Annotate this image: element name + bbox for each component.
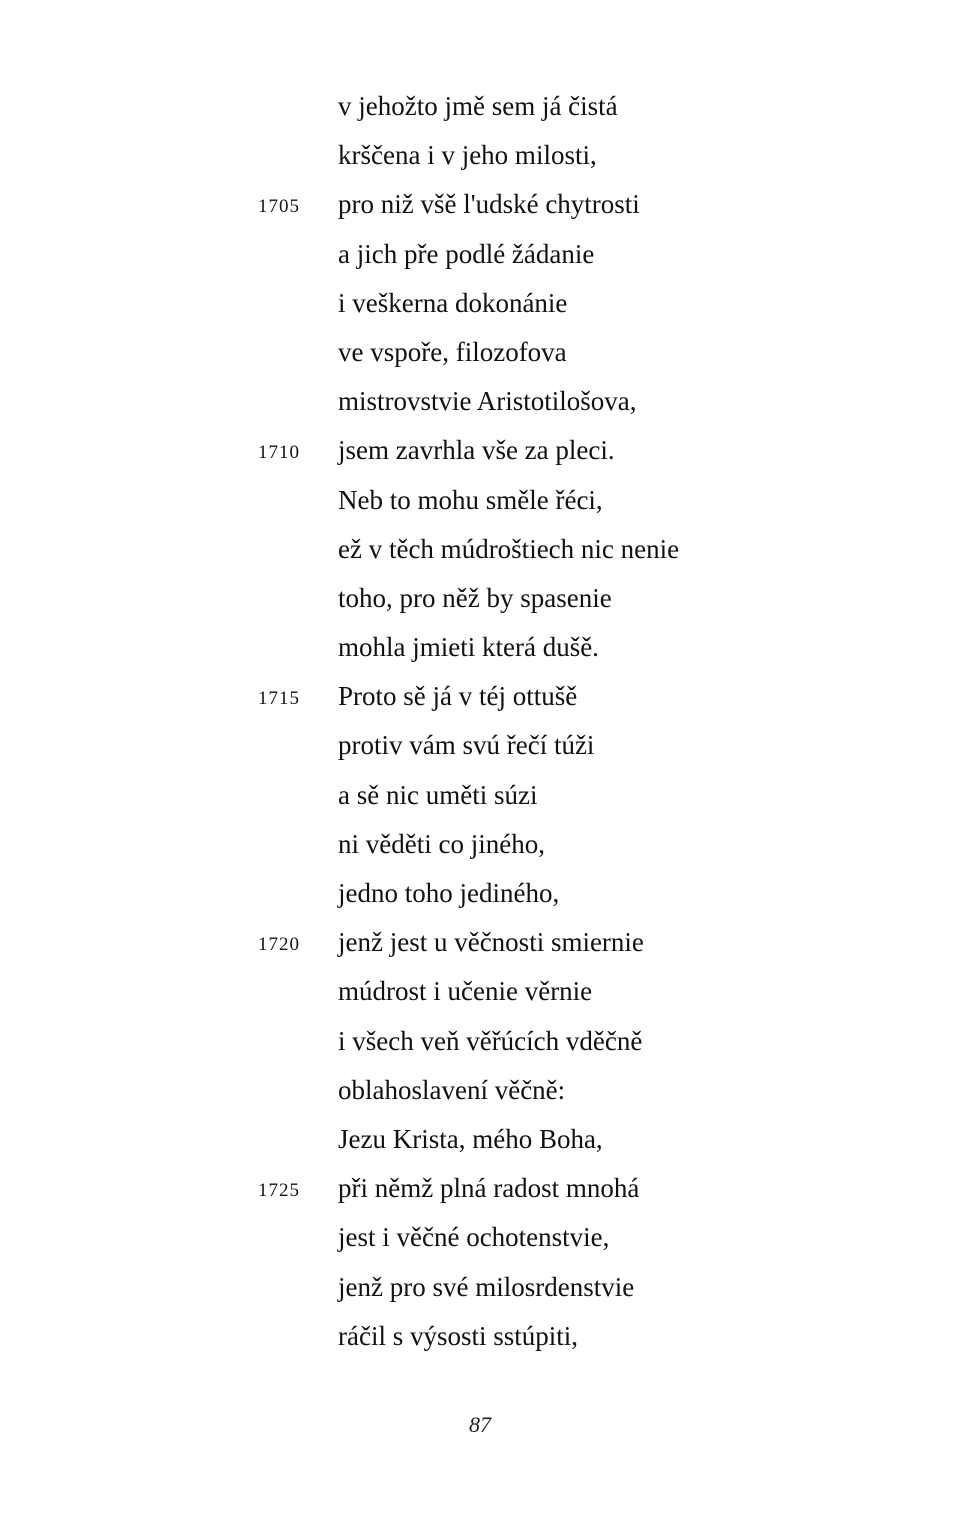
poem-line	[0, 1213, 960, 1262]
poem-text	[0, 82, 960, 1361]
poem-line	[0, 967, 960, 1016]
poem-line	[0, 1312, 960, 1361]
verse-text: oblahoslavení věčně:	[338, 1074, 566, 1105]
verse-text: mistrovstvie Aristotilošova,	[338, 386, 637, 417]
verse-text: ež v těch múdroštiech nic nenie	[338, 533, 680, 564]
verse-text: jest i věčné ochotenstvie,	[338, 1222, 610, 1253]
poem-line	[0, 1263, 960, 1312]
poem-line	[0, 476, 960, 525]
verse-text: toho, pro něž by spasenie	[338, 582, 612, 613]
poem-line	[0, 279, 960, 328]
poem-line	[0, 131, 960, 180]
poem-line	[0, 672, 960, 721]
poem-line	[0, 377, 960, 426]
poem-line	[0, 574, 960, 623]
line-number: 1720	[258, 934, 300, 956]
verse-text: jedno toho jediného,	[338, 878, 560, 908]
verse-text: protiv vám svú řečí túži	[338, 730, 595, 761]
poem-line	[0, 721, 960, 770]
verse-text: jenž pro své milosrdenstvie	[338, 1271, 635, 1302]
poem-line	[0, 180, 960, 229]
page-number: 87	[469, 1412, 491, 1437]
poem-line	[0, 230, 960, 279]
line-number: 1725	[258, 1180, 300, 1202]
poem-line	[0, 623, 960, 672]
poem-line	[0, 426, 960, 475]
verse-text: Proto sě já v téj ottušě	[338, 681, 578, 712]
poem-line	[0, 525, 960, 574]
verse-text: ráčil s výsosti sstúpiti,	[338, 1320, 579, 1351]
verse-text: a sě nic uměti súzi	[338, 779, 538, 810]
poem-line	[0, 918, 960, 967]
verse-text: v jehožto jmě sem já čistá	[338, 91, 618, 121]
verse-text: a jich pře podlé žádanie	[338, 238, 595, 269]
poem-line	[0, 1017, 960, 1066]
poem-line	[0, 1066, 960, 1115]
line-number: 1715	[258, 688, 300, 710]
verse-text: mohla jmieti která dušě.	[338, 632, 599, 663]
verse-text: jenž jest u věčnosti smiernie	[338, 927, 644, 958]
poem-line	[0, 1115, 960, 1164]
verse-text: i všech veň věřúcích vděčně	[338, 1025, 643, 1056]
poem-line	[0, 869, 960, 918]
line-number: 1710	[258, 442, 300, 464]
line-number: 1705	[258, 196, 300, 218]
verse-text: Jezu Krista, mého Boha,	[338, 1123, 603, 1154]
verse-text: při němž plná radost mnohá	[338, 1173, 640, 1204]
verse-text: múdrost i učenie věrnie	[338, 976, 593, 1007]
poem-line	[0, 771, 960, 820]
verse-text: i veškerna dokonánie	[338, 287, 568, 318]
poem-line	[0, 82, 960, 131]
verse-text: krščena i v jeho milosti,	[338, 140, 597, 171]
verse-text: ni věděti co jiného,	[338, 828, 545, 859]
poem-line	[0, 1164, 960, 1213]
poem-line	[0, 328, 960, 377]
poem-line	[0, 820, 960, 869]
verse-text: Neb to mohu směle řéci,	[338, 484, 603, 515]
verse-text: pro niž všě l'udské chytrosti	[338, 189, 640, 220]
verse-text: ve vspoře, filozofova	[338, 336, 567, 367]
verse-text: jsem zavrhla vše za pleci.	[338, 435, 615, 466]
